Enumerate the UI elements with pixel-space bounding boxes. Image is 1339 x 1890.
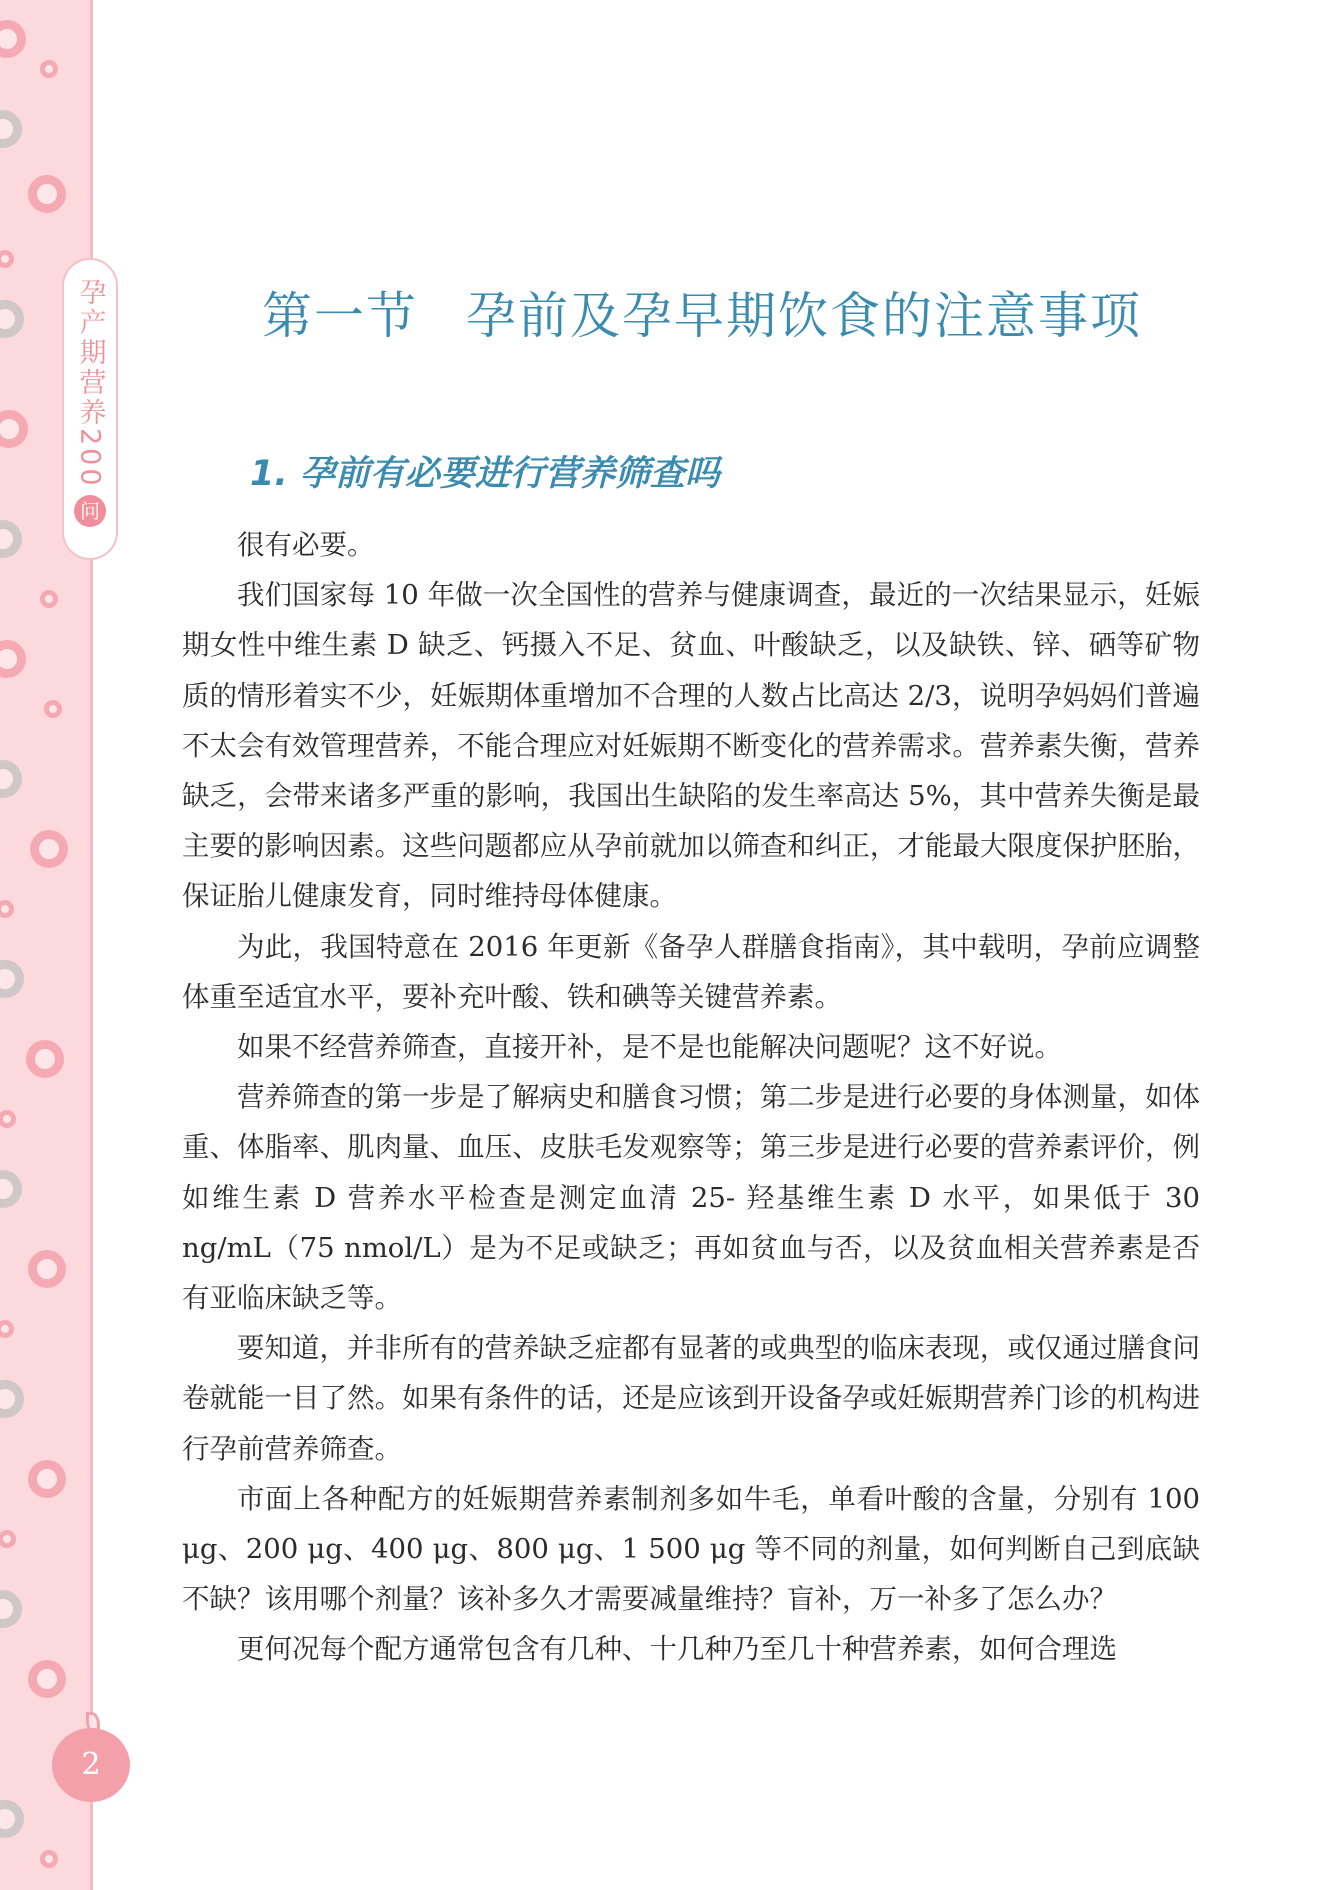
running-head-tab xyxy=(62,258,118,560)
decorative-dot xyxy=(28,175,66,213)
decorative-dot xyxy=(0,1110,16,1128)
decorative-dot xyxy=(0,1800,24,1838)
decorative-dot xyxy=(0,760,22,798)
paragraph: 为此，我国特意在 2016 年更新《备孕人群膳食指南》，其中载明，孕前应调整体重至适宜水平，要补充叶酸、铁和碘等关键营养素。 xyxy=(182,930,1200,1013)
decorative-dot xyxy=(0,250,14,268)
decorative-dot xyxy=(0,1530,16,1548)
decorative-dot xyxy=(0,960,24,998)
decorative-dot xyxy=(28,1250,66,1288)
decorative-dot xyxy=(40,1850,58,1868)
paragraph: 要知道，并非所有的营养缺乏症都有显著的或典型的临床表现，或仅通过膳食问卷就能一目了然。如果有条件的话，还是应该到开设备孕或妊娠期营养门诊的机构进行孕前营养筛查。 xyxy=(182,1332,1200,1465)
decorative-dot xyxy=(0,410,28,448)
body-text xyxy=(182,520,1200,1675)
paragraph: 如果不经营养筛查，直接开补，是不是也能解决问题呢？这不好说。 xyxy=(237,1031,1062,1064)
decorative-dot xyxy=(28,1460,66,1498)
running-head-text: 孕产期营养200 xyxy=(74,278,106,489)
decorative-dot xyxy=(30,830,68,868)
paragraph: 我们国家每 10 年做一次全国性的营养与健康调查，最近的一次结果显示，妊娠期女性中维生素 D 缺乏、钙摄入不足、贫血、叶酸缺乏，以及缺铁、锌、硒等矿物质的情形着实不少，妊娠期体重增加不合理的人数占比高达 2/3，说明孕妈妈们普遍不太会有效管理营养，不能合理应对妊娠期不断变化的营养需求。营养素失衡，营养缺乏，会带来诸多严重的影响，我国出生缺陷的发生率高达 5%，其中营养失衡是最主要的影响因素。这些问题都应从孕前就加以筛查和纠正，才能最大限度保护胚胎，保证胎儿健康发育，同时维持母体健康。 xyxy=(182,579,1200,913)
decorative-dot xyxy=(0,1320,14,1338)
decorative-dot xyxy=(26,1040,64,1078)
decorative-dot xyxy=(0,1170,22,1208)
decorative-dot xyxy=(0,640,26,678)
paragraph: 更何况每个配方通常包含有几种、十几种乃至几十种营养素，如何合理选 xyxy=(237,1633,1117,1666)
decorative-dot xyxy=(0,20,26,58)
section-number: 第一节 xyxy=(262,287,418,345)
decorative-dot xyxy=(0,300,24,338)
decorative-dot xyxy=(28,1660,66,1698)
decorative-dot xyxy=(0,1590,22,1628)
decorative-dot xyxy=(0,1380,24,1418)
decorative-dot xyxy=(0,110,22,148)
running-head-badge: 问 xyxy=(74,495,106,527)
decorative-dot xyxy=(40,590,58,608)
section-heading xyxy=(262,276,1142,348)
paragraph: 市面上各种配方的妊娠期营养素制剂多如牛毛，单看叶酸的含量，分别有 100 μg、200 μg、400 μg、800 μg、1 500 μg 等不同的剂量，如何判断自己到底缺不缺？该用哪个剂量？该补多久才需要减量维持？盲补，万一补多了怎么办？ xyxy=(182,1482,1200,1616)
decorative-dot xyxy=(40,60,58,78)
decorative-dot xyxy=(0,900,14,918)
question-heading: 1. 孕前有必要进行营养筛查吗 xyxy=(250,454,720,494)
decorative-dot xyxy=(44,700,62,718)
paragraph: 很有必要。 xyxy=(237,529,375,561)
paragraph: 营养筛查的第一步是了解病史和膳食习惯；第二步是进行必要的身体测量，如体重、体脂率、肌肉量、血压、皮肤毛发观察等；第三步是进行必要的营养素评价，例如维生素 D 营养水平检查是测定血清 25- 羟基维生素 D 水平，如果低于 30 ng/mL（75 nmol/L）是为不足或缺乏；再如贫血与否，以及贫血相关营养素是否有亚临床缺乏等。 xyxy=(182,1081,1200,1315)
section-title: 孕前及孕早期饮食的注意事项 xyxy=(466,287,1142,345)
page-number: 2 xyxy=(52,1728,130,1802)
decorative-dot xyxy=(0,520,22,558)
